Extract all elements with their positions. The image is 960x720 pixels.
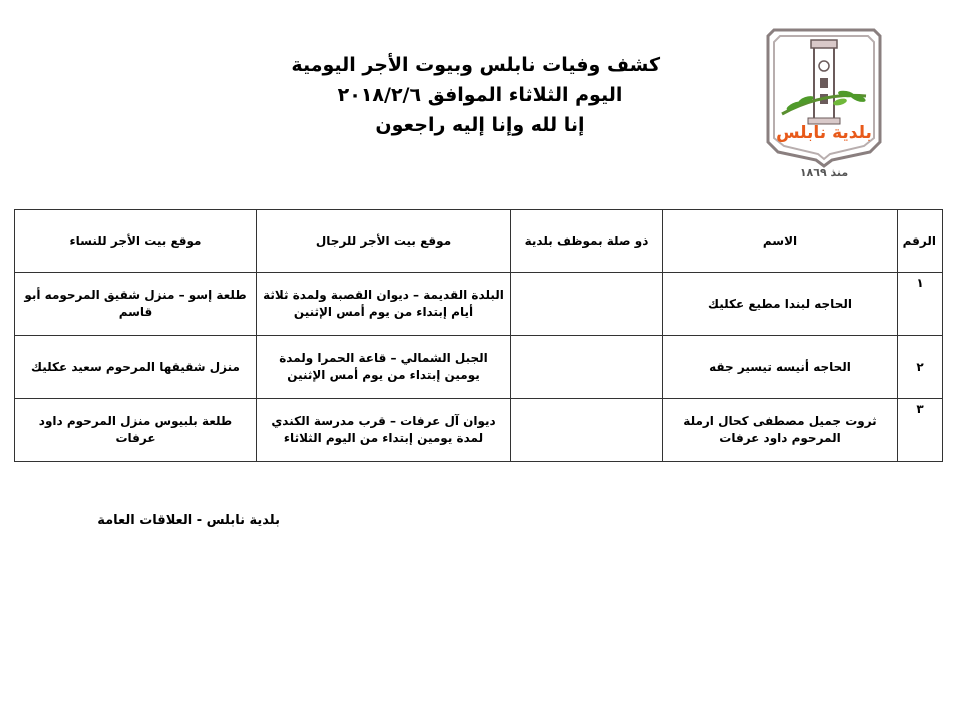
header-relation: ذو صلة بموظف بلدية <box>511 210 663 273</box>
cell-name: ثروت جميل مصطفى كحال ارملة المرحوم داود عرفات <box>663 399 898 462</box>
cell-women-location: طلعة إسو – منزل شقيق المرحومه أبو قاسم <box>15 273 257 336</box>
cell-number: ٢ <box>898 336 943 399</box>
nablus-emblem-icon <box>762 22 886 182</box>
document-verse: إنا لله وإنا إليه راجعون <box>375 114 585 136</box>
logo-name-text: بلدية نابلس <box>776 123 872 143</box>
table-row <box>15 336 943 399</box>
document-date: اليوم الثلاثاء الموافق ٢٠١٨/٢/٦ <box>337 84 623 106</box>
cell-relation <box>511 399 663 462</box>
table-row <box>15 273 943 336</box>
condolence-table <box>14 209 942 462</box>
cell-men-location: البلدة القديمة – ديوان القصبة ولمدة ثلاثة أيام إبتداء من يوم أمس الإثنين <box>257 273 511 336</box>
document-header <box>291 50 660 140</box>
municipality-logo <box>762 22 886 182</box>
cell-women-location: منزل شقيقها المرحوم سعيد عكليك <box>15 336 257 399</box>
cell-relation <box>511 336 663 399</box>
header-men-location: موقع بيت الأجر للرجال <box>257 210 511 273</box>
table-row <box>15 399 943 462</box>
cell-number: ١ <box>898 273 943 336</box>
cell-name: الحاجه لبندا مطيع عكليك <box>663 273 898 336</box>
cell-men-location: الجبل الشمالي – قاعة الحمرا ولمدة يومين إبتداء من يوم أمس الإثنين <box>257 336 511 399</box>
header-name: الاسم <box>663 210 898 273</box>
cell-relation <box>511 273 663 336</box>
document-title: كشف وفيات نابلس وبيوت الأجر اليومية <box>291 54 660 76</box>
table-header-row <box>15 210 943 273</box>
cell-number: ٣ <box>898 399 943 462</box>
header-number: الرقم <box>898 210 943 273</box>
footer-signature: بلدية نابلس - العلاقات العامة <box>97 513 280 528</box>
header-women-location: موقع بيت الأجر للنساء <box>15 210 257 273</box>
cell-men-location: ديوان آل عرفات – قرب مدرسة الكندي لمدة يومين إبتداء من اليوم الثلاثاء <box>257 399 511 462</box>
cell-name: الحاجه أنيسه تيسير جقه <box>663 336 898 399</box>
logo-since-text: منذ ١٨٦٩ <box>799 166 849 179</box>
cell-women-location: طلعة بلبيوس منزل المرحوم داود عرفات <box>15 399 257 462</box>
